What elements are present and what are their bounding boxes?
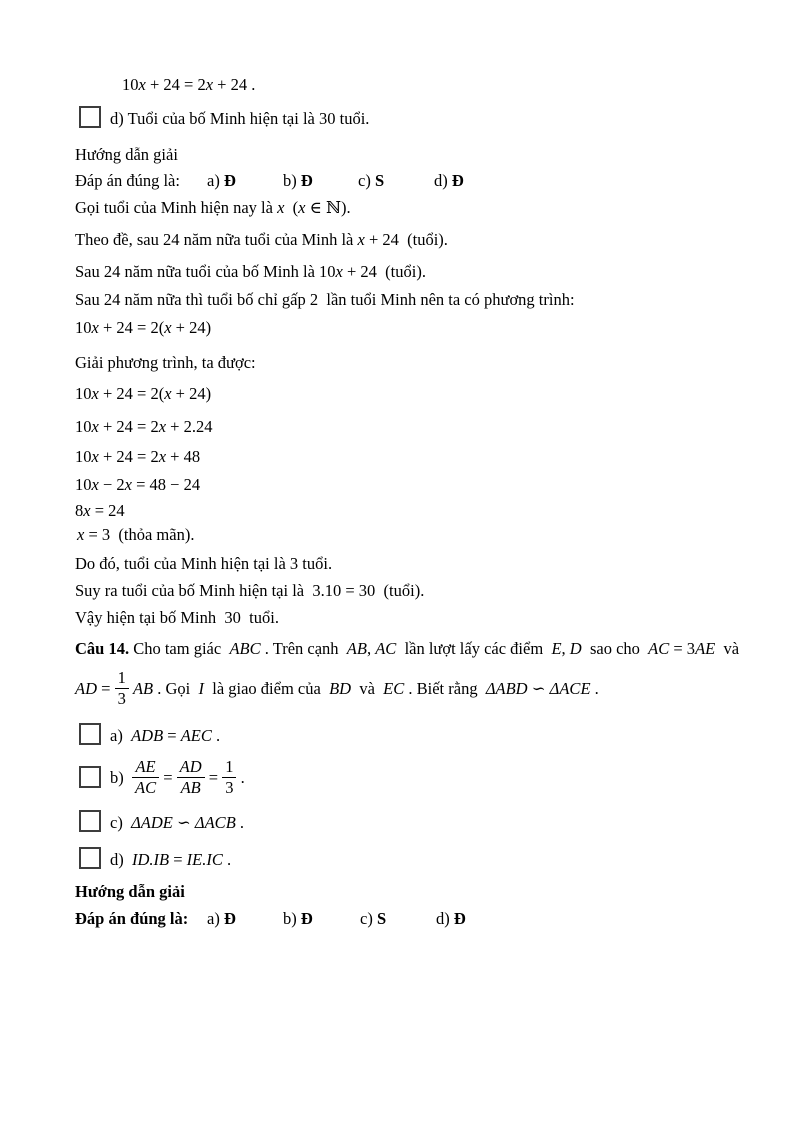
text-run: tuổi. bbox=[335, 109, 370, 128]
text-run: = bbox=[169, 850, 187, 869]
text-run: Suy ra tuổi của bố Minh hiện tại là 3.10 = 30 (tuổi). bbox=[75, 581, 425, 600]
fraction-numerator: AE bbox=[135, 756, 156, 776]
text-run: ΔACB bbox=[194, 813, 236, 832]
fraction-denominator: 3 bbox=[222, 777, 236, 798]
solution-line bbox=[75, 229, 448, 250]
text-run: + 2.24 bbox=[166, 417, 213, 436]
text-run: d) Tuổi của bố Minh hiện tại là bbox=[110, 109, 319, 128]
text-run: AB bbox=[346, 639, 367, 658]
text-run: Đ bbox=[453, 909, 466, 928]
question-14-line1 bbox=[75, 638, 739, 659]
text-run: x bbox=[77, 525, 85, 544]
text-run: . bbox=[211, 726, 221, 745]
text-run: x bbox=[91, 475, 99, 494]
text-run: c) bbox=[110, 813, 132, 832]
answer-key-c-q13 bbox=[358, 170, 384, 191]
text-run: + 24) bbox=[171, 318, 212, 337]
text-run: Vậy hiện tại bố Minh 30 tuổi. bbox=[75, 608, 279, 627]
fraction-denominator: AB bbox=[177, 777, 205, 798]
text-run: Hướng dẫn giải bbox=[75, 145, 178, 164]
text-run: và bbox=[715, 639, 740, 658]
text-run: x bbox=[164, 318, 172, 337]
answer-key-d-q13 bbox=[434, 170, 464, 191]
text-run: Đáp án đúng là: bbox=[75, 909, 189, 928]
text-run: = bbox=[204, 767, 223, 787]
text-run: + 24 = 2 bbox=[98, 447, 159, 466]
text-run: x bbox=[138, 75, 146, 94]
checkbox-q14-c[interactable] bbox=[79, 810, 101, 832]
guide-heading-q13 bbox=[75, 144, 178, 165]
answer-key-c-q14 bbox=[360, 908, 386, 929]
option-q14-c bbox=[110, 812, 244, 833]
fraction-numerator: 1 bbox=[225, 756, 234, 776]
text-run: + 24 . bbox=[213, 75, 256, 94]
text-run: Đ bbox=[300, 171, 313, 190]
checkbox-q14-a[interactable] bbox=[79, 723, 101, 745]
solution-line bbox=[75, 553, 332, 574]
text-run: E bbox=[551, 639, 562, 658]
text-run: ABC bbox=[229, 639, 261, 658]
text-run: S bbox=[376, 909, 387, 928]
text-run: . bbox=[236, 767, 245, 787]
text-run: Đáp án đúng là: bbox=[75, 171, 180, 190]
text-run: 10 bbox=[75, 384, 92, 403]
answer-key-label-q14 bbox=[75, 908, 188, 929]
text-run: 30 bbox=[319, 109, 336, 128]
option-q14-b bbox=[110, 753, 245, 801]
text-run: Cho tam giác bbox=[129, 639, 230, 658]
guide-heading-q14 bbox=[75, 881, 185, 902]
text-run: ΔACE bbox=[549, 678, 591, 698]
solution-line bbox=[75, 289, 575, 310]
text-run: là giao điểm của bbox=[203, 678, 330, 698]
solution-line bbox=[75, 261, 426, 282]
text-run: x bbox=[158, 447, 167, 466]
text-run: 10 bbox=[75, 417, 92, 436]
text-run: a) bbox=[110, 726, 132, 745]
text-run: + 24 = 2( bbox=[98, 384, 165, 403]
text-run: ∽ bbox=[172, 813, 195, 832]
text-run: Hướng dẫn giải bbox=[75, 882, 185, 901]
text-run: Sau 24 năm nữa tuổi của bố Minh là 10 bbox=[75, 262, 336, 281]
fraction-numerator: 1 bbox=[117, 667, 126, 687]
text-run: x bbox=[298, 198, 306, 217]
text-run: x bbox=[83, 501, 91, 520]
text-run: = 24 bbox=[90, 501, 125, 520]
text-run: Sau 24 năm nữa thì tuổi bố chỉ gấp 2 lần tuổi Minh nên ta có phương trình: bbox=[75, 290, 575, 309]
solution-line bbox=[75, 352, 256, 373]
equation-line bbox=[75, 383, 211, 404]
fraction-denominator: AC bbox=[132, 777, 159, 798]
fraction bbox=[222, 757, 236, 798]
text-run: 10 bbox=[75, 318, 92, 337]
text-run: = bbox=[97, 678, 115, 698]
text-run: x bbox=[205, 75, 214, 94]
text-run: ( bbox=[284, 198, 299, 217]
text-run: x bbox=[91, 384, 99, 403]
text-run: x bbox=[164, 384, 172, 403]
text-run: + 24 = 2 bbox=[145, 75, 206, 94]
text-run: + 24 (tuổi). bbox=[342, 262, 426, 281]
fraction-numerator: AD bbox=[179, 756, 202, 776]
text-run: + 48 bbox=[166, 447, 201, 466]
text-run: + 24 (tuổi). bbox=[364, 230, 448, 249]
option-q14-d bbox=[110, 849, 231, 870]
equation-line bbox=[75, 500, 125, 521]
text-run: Đ bbox=[223, 171, 236, 190]
text-run: x bbox=[158, 417, 167, 436]
fraction bbox=[115, 668, 129, 709]
text-run: x bbox=[335, 262, 343, 281]
answer-key-b-q14 bbox=[283, 908, 313, 929]
text-run: = 48 − 24 bbox=[131, 475, 201, 494]
text-run: D bbox=[569, 639, 582, 658]
text-run: x bbox=[277, 198, 285, 217]
checkbox-q14-b[interactable] bbox=[79, 766, 101, 788]
text-run: x bbox=[124, 475, 132, 494]
text-run: . Biết rằng bbox=[404, 678, 486, 698]
equation-line bbox=[75, 317, 211, 338]
text-run: d) bbox=[436, 909, 454, 928]
text-run: + 24 = 2( bbox=[98, 318, 165, 337]
text-run: lần lượt lấy các điểm bbox=[396, 639, 552, 658]
text-run: Đ bbox=[300, 909, 313, 928]
equation-line bbox=[77, 524, 194, 545]
text-run: d) bbox=[110, 850, 132, 869]
text-run: c) bbox=[360, 909, 377, 928]
text-run: ΔABD bbox=[485, 678, 528, 698]
text-run: Giải phương trình, ta được: bbox=[75, 353, 256, 372]
text-run: . bbox=[235, 813, 245, 832]
answer-key-label-q13 bbox=[75, 170, 180, 191]
text-run: . bbox=[590, 678, 599, 698]
text-run: AB bbox=[132, 678, 154, 698]
text-run: x bbox=[91, 318, 99, 337]
text-run: x bbox=[91, 417, 99, 436]
text-run: ∈ ℕ). bbox=[305, 198, 351, 217]
text-run: , bbox=[366, 639, 376, 658]
text-run: = 3 (thỏa mãn). bbox=[84, 525, 195, 544]
solution-line bbox=[75, 607, 279, 628]
fraction bbox=[132, 757, 159, 798]
solution-line bbox=[75, 197, 351, 218]
equation-initial bbox=[122, 74, 255, 95]
text-run: IE.IC bbox=[186, 850, 223, 869]
option-q14-a bbox=[110, 725, 220, 746]
text-run: Gọi tuổi của Minh hiện nay là bbox=[75, 198, 278, 217]
text-run: AE bbox=[695, 639, 716, 658]
text-run: . Trên cạnh bbox=[260, 639, 347, 658]
text-run: b) bbox=[110, 767, 132, 787]
text-run: + 24) bbox=[171, 384, 212, 403]
text-run: I bbox=[198, 678, 204, 698]
text-run: = bbox=[163, 726, 181, 745]
checkbox-q14-d[interactable] bbox=[79, 847, 101, 869]
text-run: , bbox=[561, 639, 570, 658]
text-run: b) bbox=[283, 171, 301, 190]
text-run: a) bbox=[207, 909, 224, 928]
text-run: S bbox=[374, 171, 385, 190]
text-run: BD bbox=[329, 678, 352, 698]
text-run: − 2 bbox=[98, 475, 125, 494]
text-run: . bbox=[222, 850, 232, 869]
checkbox-q13-d[interactable] bbox=[79, 106, 101, 128]
text-run: 10 bbox=[75, 475, 92, 494]
text-run: . Gọi bbox=[153, 678, 199, 698]
text-run: b) bbox=[283, 909, 301, 928]
text-run: Đ bbox=[223, 909, 236, 928]
text-run: ΔADE bbox=[131, 813, 173, 832]
text-run: sao cho bbox=[581, 639, 649, 658]
option-q13-d bbox=[110, 108, 369, 129]
text-run: ADB bbox=[131, 726, 164, 745]
fraction-denominator: 3 bbox=[115, 688, 129, 709]
text-run: EC bbox=[383, 678, 405, 698]
text-run: = bbox=[159, 767, 177, 787]
answer-key-b-q13 bbox=[283, 170, 313, 191]
text-run: Theo đề, sau 24 năm nữa tuổi của Minh là bbox=[75, 230, 358, 249]
text-run: x bbox=[91, 447, 99, 466]
text-run: AEC bbox=[180, 726, 212, 745]
text-run: AC bbox=[375, 639, 397, 658]
answer-key-d-q14 bbox=[436, 908, 466, 929]
text-run: và bbox=[351, 678, 384, 698]
text-run: ∽ bbox=[527, 678, 550, 698]
text-run: AD bbox=[75, 678, 97, 698]
answer-key-a-q14 bbox=[207, 908, 236, 929]
text-run: 8 bbox=[75, 501, 84, 520]
solution-line bbox=[75, 580, 424, 601]
text-run: 10 bbox=[75, 447, 92, 466]
text-run: + 24 = 2 bbox=[98, 417, 159, 436]
text-run: Câu 14. bbox=[75, 639, 130, 658]
question-14-line2 bbox=[75, 666, 599, 710]
equation-line bbox=[75, 446, 200, 467]
text-run: ID.IB bbox=[132, 850, 170, 869]
text-run: 10 bbox=[122, 75, 139, 94]
text-run: a) bbox=[207, 171, 224, 190]
answer-key-a-q13 bbox=[207, 170, 236, 191]
text-run: AC bbox=[648, 639, 670, 658]
text-run: d) bbox=[434, 171, 452, 190]
text-run: x bbox=[357, 230, 365, 249]
text-run: = 3 bbox=[669, 639, 696, 658]
text-run: Đ bbox=[451, 171, 464, 190]
equation-line bbox=[75, 474, 200, 495]
text-run: Do đó, tuổi của Minh hiện tại là 3 tuổi. bbox=[75, 554, 333, 573]
text-run: c) bbox=[358, 171, 375, 190]
equation-line bbox=[75, 416, 212, 437]
fraction bbox=[177, 757, 205, 798]
